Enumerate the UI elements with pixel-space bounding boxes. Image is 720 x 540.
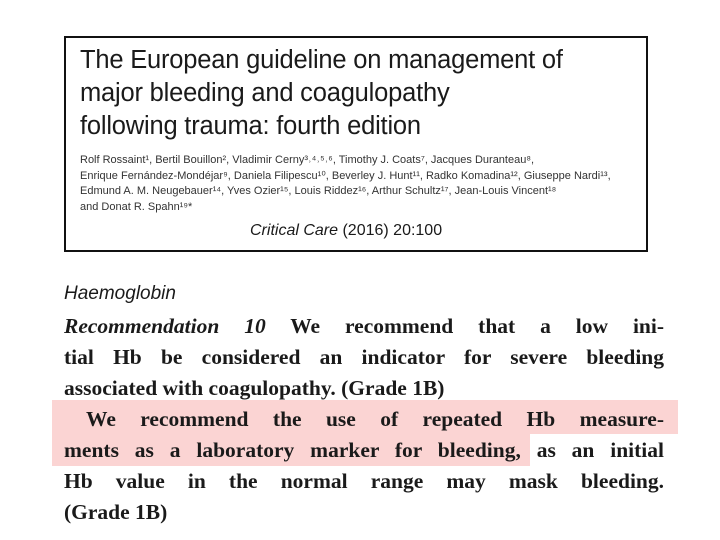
text-line: We recommend the use of repeated Hb measure- (86, 407, 664, 431)
text-line: Hb value in the normal range may mask bleeding. (64, 469, 664, 493)
text-line: (Grade 1B) (64, 500, 168, 524)
text-line: tial Hb be considered an indicator for severe bleeding (64, 345, 664, 369)
text-line (64, 311, 664, 342)
citation-details: (2016) 20:100 (342, 222, 443, 239)
author-line: Enrique Fernández-Mondéjar⁹, Daniela Filipescu¹⁰, Beverley J. Hunt¹¹, Radko Komadina¹², Giuseppe Nardi¹³, (80, 169, 611, 182)
journal-citation (250, 222, 442, 240)
text-line: ments as a laboratory marker for bleeding, as an initial (64, 438, 664, 462)
recommendation-paragraph-1 (64, 311, 664, 404)
recommendation-label: Recommendation 10 (64, 314, 266, 338)
text-line-content: We recommend that a low ini- (265, 314, 665, 338)
paper-header-box (64, 36, 648, 252)
journal-name: Critical Care (250, 222, 339, 239)
author-line: Edmund A. M. Neugebauer¹⁴, Yves Ozier¹⁵, Louis Riddez¹⁶, Arthur Schultz¹⁷, Jean-Louis Vincent¹⁸ (80, 185, 557, 197)
author-line: Rolf Rossaint¹, Bertil Bouillon², Vladimir Cerny³˒⁴˒⁵˒⁶, Timothy J. Coats⁷, Jacques Duranteau⁸, (80, 154, 535, 166)
author-list (80, 153, 648, 215)
text-line: associated with coagulopathy. (Grade 1B) (64, 376, 445, 400)
section-heading: Haemoglobin (64, 283, 176, 304)
paper-title-line: major bleeding and coagulopathy (80, 79, 450, 107)
paper-title-line: The European guideline on management of (80, 46, 563, 74)
recommendation-paragraph-2 (64, 404, 664, 528)
author-line: and Donat R. Spahn¹⁹* (80, 200, 193, 213)
paper-title (80, 44, 640, 143)
paper-title-line: following trauma: fourth edition (80, 112, 421, 140)
